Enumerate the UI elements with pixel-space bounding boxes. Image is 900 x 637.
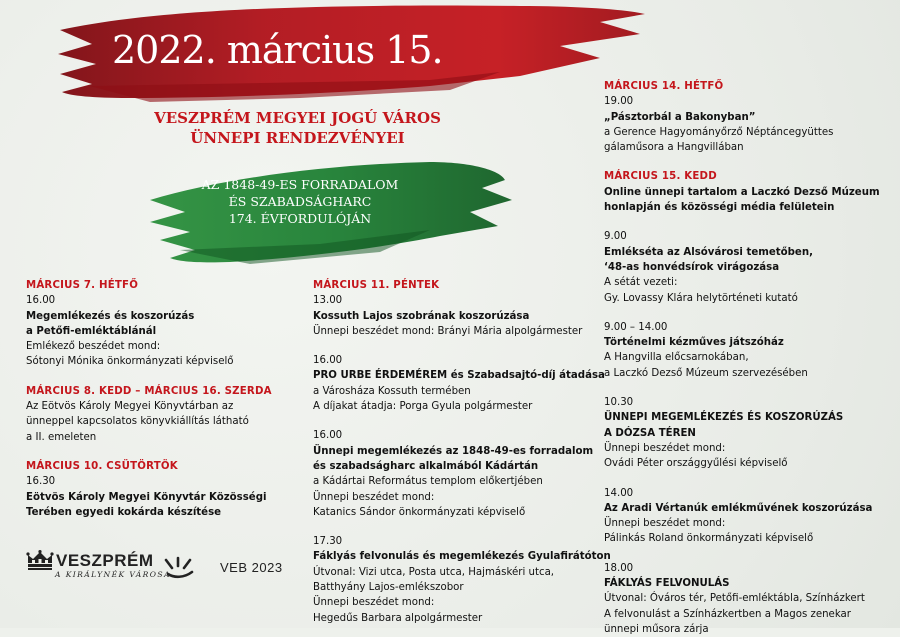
event-detail: gálaműsora a Hangvillában xyxy=(604,142,744,154)
anniversary-heading xyxy=(185,176,415,227)
event-title: Terében egyedi kokárda készítése xyxy=(26,506,222,518)
event-title: Fáklyás felvonulás és megemlékezés Gyulafirátóton xyxy=(313,551,611,563)
event-detail: Az Eötvös Károly Megyei Könyvtárban az xyxy=(26,401,234,413)
event-title: Kossuth Lajos szobrának koszorúzása xyxy=(313,310,530,322)
event-detail: a Gerence Hagyományőrző Néptáncegyüttes xyxy=(604,126,834,138)
event-detail: ünnepi műsora zárja xyxy=(604,623,709,635)
event-time: 18.00 xyxy=(604,562,634,574)
event-detail: Batthyány Lajos-emlékszobor xyxy=(313,582,464,594)
event-time: 19.00 xyxy=(604,96,634,108)
event-time: 17.30 xyxy=(313,536,343,548)
event-detail: A díjakat átadja: Porga Gyula polgármester xyxy=(313,401,533,413)
event xyxy=(313,428,603,520)
event-title: Eötvös Károly Megyei Könyvtár Közösségi xyxy=(26,491,267,503)
event-title: honlapján és közösségi média felületein xyxy=(604,202,835,214)
event-detail: a II. emeleten xyxy=(26,431,97,443)
event xyxy=(604,395,896,471)
logo-tagline: A KIRÁLYNÉK VÁROSA xyxy=(55,570,171,579)
event-detail: Emlékező beszédet mond: xyxy=(26,341,161,353)
event-time: 14.00 xyxy=(604,487,634,499)
event-time: 16.00 xyxy=(313,355,343,367)
event-detail: Hegedűs Barbara alpolgármester xyxy=(313,612,483,624)
event-detail: Ünnepi beszédet mond: Brányi Mária alpolgármester xyxy=(313,325,583,337)
event-detail: A sétát vezeti: xyxy=(604,277,678,289)
event-time: 16.00 xyxy=(313,430,343,442)
event-detail: Ünnepi beszédet mond: xyxy=(604,518,726,530)
event xyxy=(26,293,296,369)
event-detail: Ovádi Péter országgyűlési képviselő xyxy=(604,458,788,470)
event-title: PRO URBE ÉRDEMÉREM és Szabadsajtó-díj átadása xyxy=(313,370,605,382)
event-detail: Ünnepi beszédet mond: xyxy=(313,597,435,609)
anniversary-line: AZ 1848-49-ES FORRADALOM xyxy=(201,177,399,192)
event-time: 16.00 xyxy=(26,295,56,307)
event-title: Az Aradi Vértanúk emlékművének koszorúzása xyxy=(604,502,873,514)
day-heading: MÁRCIUS 15. KEDD xyxy=(604,171,717,183)
event-detail: Ünnepi beszédet mond: xyxy=(604,442,726,454)
day-heading: MÁRCIUS 8. KEDD – MÁRCIUS 16. SZERDA xyxy=(26,385,272,397)
event-time: 13.00 xyxy=(313,295,343,307)
event-time: 9.00 xyxy=(604,231,627,243)
event-detail: Pálinkás Roland önkormányzati képviselő xyxy=(604,533,814,545)
page-title: 2022. március 15. xyxy=(112,28,443,72)
schedule-column-1 xyxy=(26,278,296,520)
event-detail: Ünnepi beszédet mond: xyxy=(313,491,435,503)
logo-name: VESZPRÉM xyxy=(56,551,154,570)
event xyxy=(604,229,896,305)
event-detail: ünneppel kapcsolatos könyvkiállítás látható xyxy=(26,416,249,428)
event xyxy=(604,320,896,381)
event-title: A DÓZSA TÉREN xyxy=(604,427,696,439)
event-title: Emlékséta az Alsóvárosi temetőben, xyxy=(604,246,813,258)
event-title: Online ünnepi tartalom a Laczkó Dezső Múzeum xyxy=(604,186,880,198)
event-title: Történelmi kézműves játszóház xyxy=(604,337,784,349)
event-time: 10.30 xyxy=(604,397,634,409)
event xyxy=(26,399,296,445)
event-title: ÜNNEPI MEGEMLÉKEZÉS ÉS KOSZORÚZÁS xyxy=(604,412,844,424)
event-detail: A Hangvilla előcsarnokában, xyxy=(604,352,749,364)
event xyxy=(604,486,896,547)
schedule-column-2 xyxy=(313,278,611,626)
event-detail: Gy. Lovassy Klára helytörténeti kutató xyxy=(604,292,798,304)
event-title: és szabadságharc alkalmából Kádártán xyxy=(313,460,539,472)
event xyxy=(604,94,896,155)
event xyxy=(313,534,611,626)
day-heading: MÁRCIUS 10. CSÜTÖRTÖK xyxy=(26,460,178,472)
event-time: 9.00 – 14.00 xyxy=(604,321,668,333)
event-title: FÁKLYÁS FELVONULÁS xyxy=(604,578,730,590)
event xyxy=(26,474,296,520)
event-title: Megemlékezés és koszorúzás xyxy=(26,310,195,322)
event-detail: A felvonulást a Színházkertben a Magos zenekar xyxy=(604,608,851,620)
event-title: ‘48-as honvédsírok virágozása xyxy=(604,261,780,273)
event-title: a Petőfi-emléktáblánál xyxy=(26,325,157,337)
event-detail: Sótonyi Mónika önkormányzati képviselő xyxy=(26,356,234,368)
subtitle-line: VESZPRÉM MEGYEI JOGÚ VÁROS xyxy=(154,109,441,127)
event-detail: Útvonal: Vizi utca, Posta utca, Hajmáskéri utca, xyxy=(313,566,555,578)
schedule-column-3 xyxy=(604,79,896,637)
anniversary-line: 174. ÉVFORDULÓJÁN xyxy=(228,211,372,226)
veb-burst-icon xyxy=(162,554,198,580)
event xyxy=(604,561,896,637)
event-time: 16.30 xyxy=(26,476,56,488)
organizer-heading xyxy=(120,108,475,148)
anniversary-line: ÉS SZABADSÁGHARC xyxy=(228,194,372,209)
event-detail: a Kádártai Református templom előkertjében xyxy=(313,476,543,488)
event-detail: a Laczkó Dezső Múzeum szervezésében xyxy=(604,367,808,379)
event-detail: Útvonal: Óváros tér, Petőfi-emléktábla, Színházkert xyxy=(604,593,865,605)
subtitle-line: ÜNNEPI RENDEZVÉNYEI xyxy=(190,129,405,147)
veb-2023-label: VEB 2023 xyxy=(220,560,283,575)
event xyxy=(604,185,896,216)
crown-icon xyxy=(26,550,54,572)
event xyxy=(313,293,603,339)
day-heading: MÁRCIUS 7. HÉTFŐ xyxy=(26,280,139,291)
event-title: Ünnepi megemlékezés az 1848-49-es forradalom xyxy=(313,445,594,457)
event xyxy=(313,353,603,414)
day-heading: MÁRCIUS 14. HÉTFŐ xyxy=(604,81,724,92)
event-title: „Pásztorbál a Bakonyban” xyxy=(604,111,756,123)
event-detail: Katanics Sándor önkormányzati képviselő xyxy=(313,506,526,518)
day-heading: MÁRCIUS 11. PÉNTEK xyxy=(313,280,440,291)
event-detail: a Városháza Kossuth termében xyxy=(313,385,471,397)
